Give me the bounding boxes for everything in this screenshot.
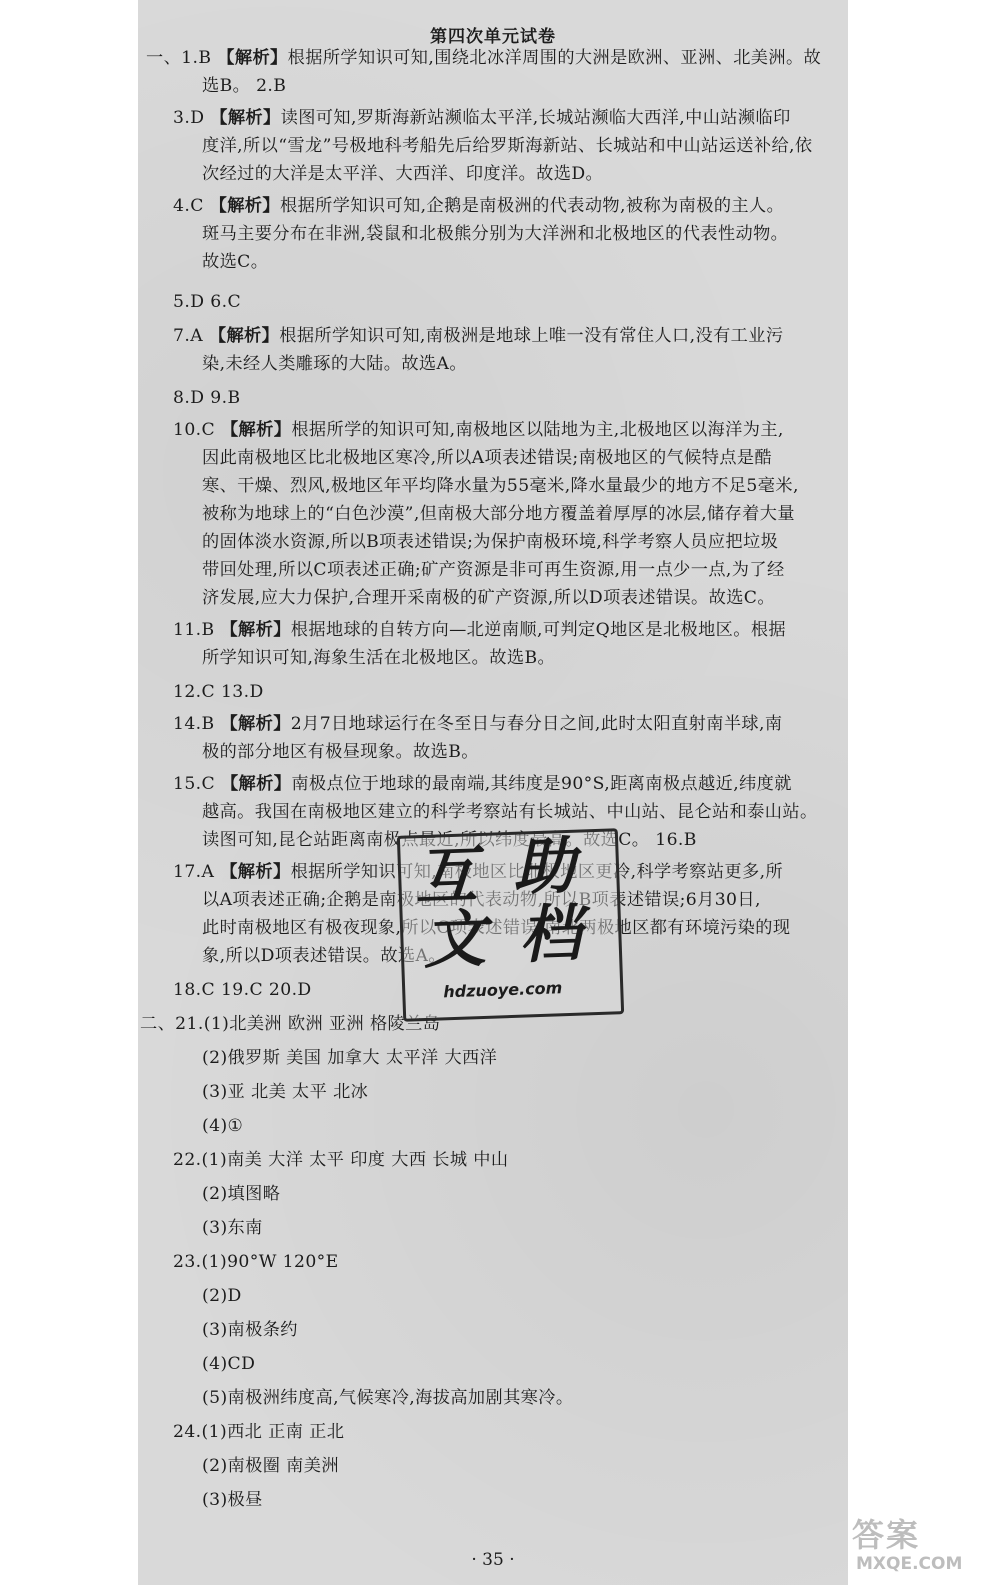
answer-line (173, 617, 786, 643)
answer-text: 12.C 13.D (173, 682, 264, 702)
answer-text: (4)① (202, 1116, 244, 1136)
answer-line (202, 501, 795, 527)
answer-text: 二、21.(1)北美洲 欧洲 亚洲 格陵兰岛 (140, 1014, 441, 1034)
answer-text: (3)亚 北美 太平 北冰 (202, 1082, 369, 1102)
stamp-character: 文 (422, 901, 487, 978)
question-number: 17.A (173, 862, 221, 882)
stamp-character: 助 (511, 828, 577, 904)
answer-line (202, 799, 818, 825)
answer-line (202, 1351, 255, 1377)
answer-text: (3)东南 (202, 1218, 263, 1238)
answer-line (202, 645, 555, 671)
analysis-tag: 【解析】 (220, 714, 291, 734)
answer-line (173, 771, 792, 797)
answer-line (173, 193, 784, 219)
question-number: 15.C (173, 774, 221, 794)
answer-line (173, 1419, 344, 1445)
question-number: 4.C (173, 196, 210, 216)
answer-line (173, 977, 312, 1003)
answer-text: (2)南极圈 南美洲 (202, 1456, 339, 1476)
answer-text: 根据所学知识可知,企鹅是南极洲的代表动物,被称为南极的主人。 (279, 196, 785, 216)
answer-line (202, 1045, 497, 1071)
stamp-character: 互 (413, 838, 479, 914)
answer-text: (2)填图略 (202, 1184, 281, 1204)
answer-line (173, 711, 782, 737)
stamp-character: 档 (518, 896, 583, 972)
answer-line (173, 105, 791, 131)
answer-line (202, 1113, 243, 1139)
stamp-url: hdzuoye.com (442, 978, 563, 1002)
answer-text: 22.(1)南美 大洋 太平 印度 大西 长城 中山 (173, 1150, 509, 1170)
analysis-tag: 【解析】 (217, 48, 288, 68)
answer-text: (3)南极条约 (202, 1320, 298, 1340)
answer-text: 根据所学知识可知,南极地区比北极地区更冷,科学考察站更多,所 (290, 862, 784, 882)
answer-line (202, 529, 778, 555)
answer-text: 2月7日地球运行在冬至日与春分日之间,此时太阳直射南半球,南 (290, 714, 783, 734)
answer-text: 此时南极地区有极夜现象,所以C项表述错误;南北两极地区都有环境污染的现 (202, 918, 791, 938)
answer-line (202, 1181, 280, 1207)
answer-line (202, 1215, 263, 1241)
analysis-tag: 【解析】 (220, 420, 292, 440)
answer-text: 象,所以D项表述错误。故选A。 (202, 946, 446, 966)
answer-line (173, 679, 264, 705)
question-number: 10.C (173, 420, 221, 440)
question-number: 14.B (173, 714, 221, 734)
answer-text: 读图可知,昆仑站距离南极点最近,所以纬度最高。故选C。 16.B (202, 830, 697, 850)
answer-text: 越高。我国在南极地区建立的科学考察站有长城站、中山站、昆仑站和泰山站。 (202, 802, 818, 822)
answer-text: 选B。 2.B (202, 76, 287, 96)
analysis-tag: 【解析】 (209, 196, 280, 216)
question-number: 11.B (173, 620, 221, 640)
answer-text: 根据所学的知识可知,南极地区以陆地为主,北极地区以海洋为主, (291, 420, 784, 440)
question-number: 7.A (173, 326, 209, 346)
answer-text: 8.D 9.B (173, 388, 241, 408)
answer-text: 根据所学知识可知,南极洲是地球上唯一没有常住人口,没有工业污 (279, 326, 784, 346)
answer-text: (4)CD (202, 1354, 256, 1374)
answer-line (173, 289, 241, 315)
answer-text: 5.D 6.C (173, 292, 241, 312)
answer-line (202, 1283, 242, 1309)
answer-line (173, 385, 240, 411)
answer-text: 带回处理,所以C项表述正确;矿产资源是非可再生资源,用一点少一点,为了经 (202, 560, 785, 580)
answer-line (202, 1487, 263, 1513)
answer-line (202, 161, 603, 187)
answer-text: (2)D (202, 1286, 242, 1306)
answer-line (202, 249, 268, 275)
answer-text: 读图可知,罗斯海新站濒临太平洋,长城站濒临大西洋,中山站濒临印 (280, 108, 791, 128)
question-number: 一、1.B (146, 48, 218, 68)
corner-watermark (852, 1510, 992, 1580)
answer-text: 染,未经人类雕琢的大陆。故选A。 (202, 354, 467, 374)
answer-text: 度洋,所以“雪龙”号极地科考船先后给罗斯海新站、长城站和中山站运送补给,依 (202, 136, 813, 156)
analysis-tag: 【解析】 (220, 862, 291, 882)
answer-text: 24.(1)西北 正南 正北 (173, 1422, 345, 1442)
answer-text: 所学知识可知,海象生活在北极地区。故选B。 (202, 648, 556, 668)
answer-line (146, 45, 821, 71)
answer-text: 23.(1)90°W 120°E (173, 1252, 339, 1272)
handwritten-stamp (397, 828, 624, 1022)
answer-line (202, 585, 775, 611)
answer-text: 次经过的大洋是太平洋、大西洋、印度洋。故选D。 (202, 164, 604, 184)
answer-text: (2)俄罗斯 美国 加拿大 太平洋 大西洋 (202, 1048, 498, 1068)
watermark-logo-text: 答案 (852, 1516, 921, 1554)
answer-line (202, 221, 788, 247)
answer-line (173, 323, 783, 349)
answer-text: 斑马主要分布在非洲,袋鼠和北极熊分别为大洋洲和北极地区的代表性动物。 (202, 224, 789, 244)
answer-page (138, 0, 848, 1585)
answer-line (202, 557, 785, 583)
answer-text: 故选C。 (202, 252, 269, 272)
watermark-site-text: MXQE.COM (856, 1554, 963, 1574)
answer-text: 济发展,应大力保护,合理开采南极的矿产资源,所以D项表述错误。故选C。 (202, 588, 775, 608)
answer-text: 18.C 19.C 20.D (173, 980, 312, 1000)
analysis-tag: 【解析】 (220, 620, 291, 640)
answer-text: 以A项表述正确;企鹅是南极地区的代表动物,所以B项表述错误;6月30日, (202, 890, 761, 910)
answer-text: 寒、干燥、烈风,极地区年平均降水量为55毫米,降水量最少的地方不足5毫米, (202, 476, 799, 496)
answer-line (202, 473, 799, 499)
analysis-tag: 【解析】 (220, 774, 292, 794)
answer-text: 根据地球的自转方向—北逆南顺,可判定Q地区是北极地区。根据 (290, 620, 787, 640)
answer-text: 根据所学知识可知,围绕北冰洋周围的大洲是欧洲、亚洲、北美洲。故 (287, 48, 822, 68)
question-number: 3.D (173, 108, 211, 128)
page-title: 第四次单元试卷 (430, 27, 556, 47)
answer-line (202, 351, 467, 377)
answer-text: 被称为地球上的“白色沙漠”,但南极大部分地方覆盖着厚厚的冰层,储存着大量 (202, 504, 795, 524)
answer-line (173, 417, 784, 443)
answer-line (202, 1385, 573, 1411)
analysis-tag: 【解析】 (208, 326, 280, 346)
analysis-tag: 【解析】 (210, 108, 281, 128)
answer-line (202, 1079, 368, 1105)
answer-text: (5)南极洲纬度高,气候寒冷,海拔高加剧其寒冷。 (202, 1388, 574, 1408)
answer-text: 因此南极地区比北极地区寒冷,所以A项表述错误;南极地区的气候特点是酷 (202, 448, 773, 468)
page-number: · 35 · (471, 1550, 515, 1570)
answer-line (202, 73, 286, 99)
answer-text: 的固体淡水资源,所以B项表述错误;为保护南极环境,科学考察人员应把垃圾 (202, 532, 779, 552)
answer-text: 极的部分地区有极昼现象。故选B。 (202, 742, 479, 762)
answer-line (140, 1011, 440, 1037)
answer-line (202, 1317, 298, 1343)
answer-line (202, 739, 479, 765)
answer-line (202, 1453, 339, 1479)
answer-line (202, 445, 772, 471)
answer-text: (3)极昼 (202, 1490, 263, 1510)
answer-line (202, 133, 813, 159)
answer-line (173, 1147, 509, 1173)
answer-text: 南极点位于地球的最南端,其纬度是90°S,距离南极点越近,纬度就 (291, 774, 792, 794)
answer-line (173, 1249, 339, 1275)
